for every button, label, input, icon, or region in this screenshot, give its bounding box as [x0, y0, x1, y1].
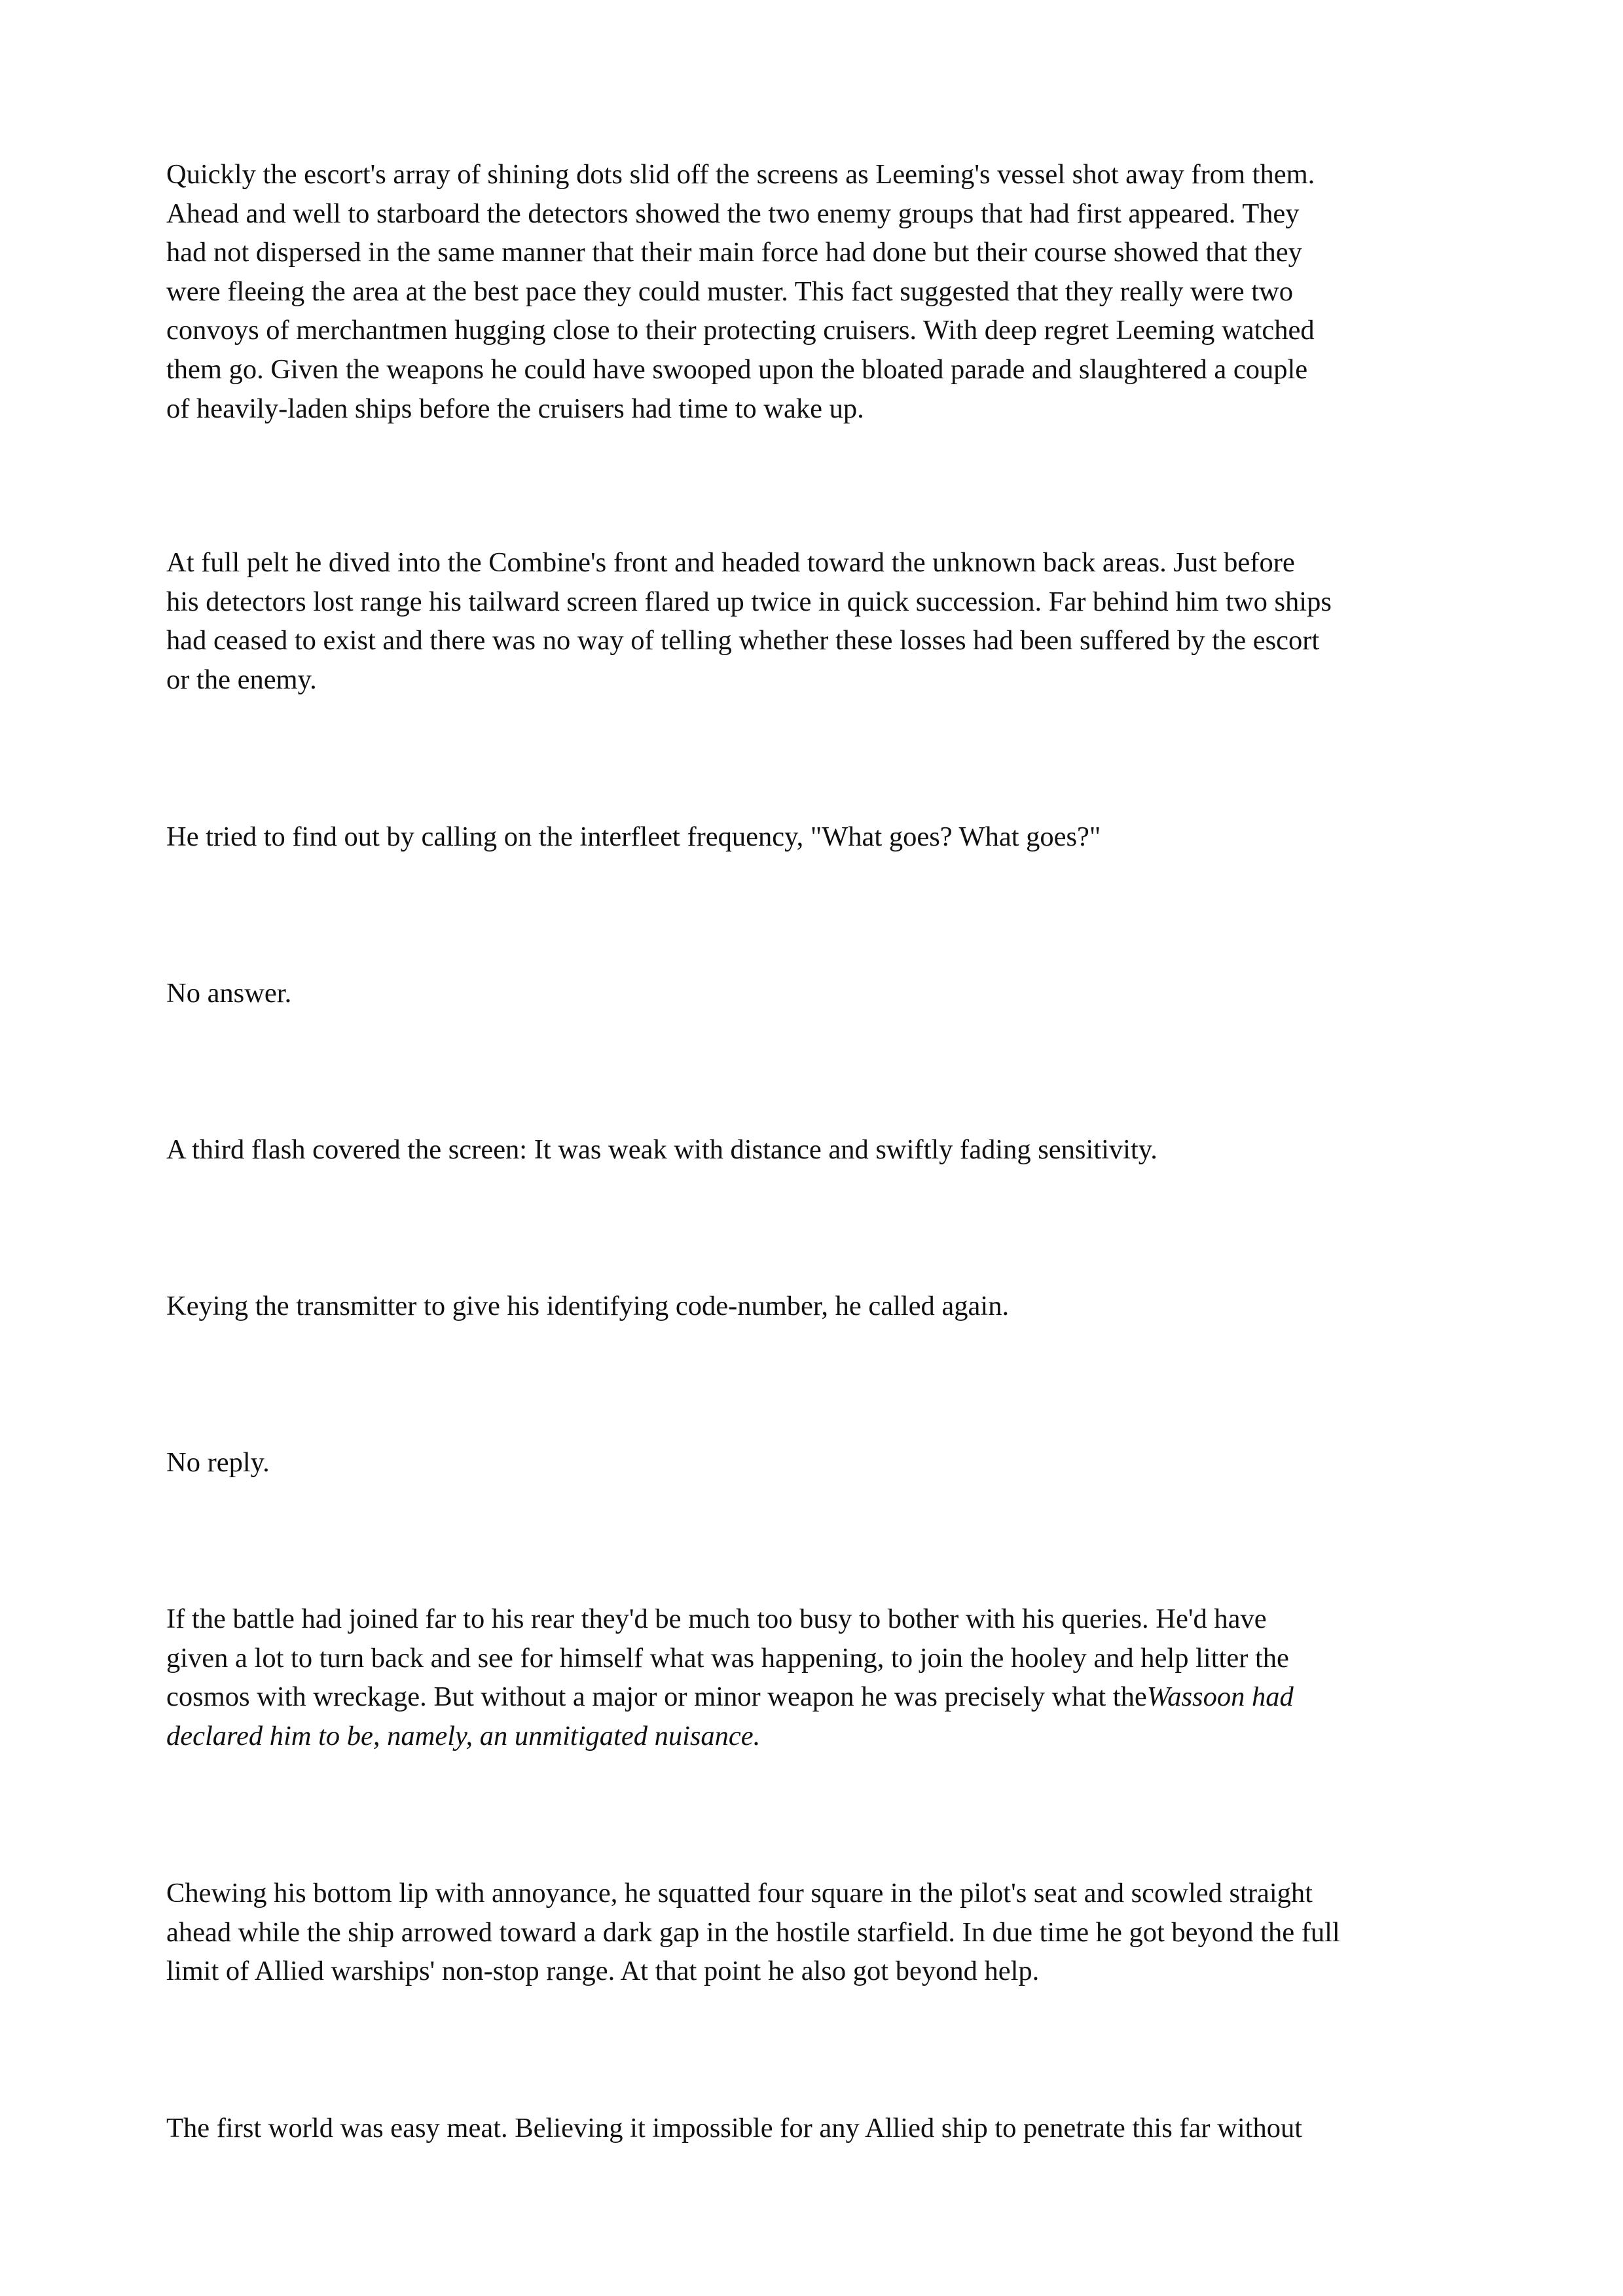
text-line: limit of Allied warships' non-stop range. At that point he also got beyond help.	[166, 1956, 1040, 1987]
text-line	[166, 1677, 1476, 1717]
italic-text: Wassoon had	[1146, 1681, 1294, 1713]
text-line: were fleeing the area at the best pace they could muster. This fact suggested that they really were two	[166, 276, 1293, 307]
paragraph-6	[166, 1287, 1476, 1326]
paragraph-1	[166, 155, 1476, 428]
paragraph-5	[166, 1130, 1476, 1170]
paragraph-9	[166, 1874, 1476, 1991]
text-line: or the enemy.	[166, 664, 317, 695]
text-line: Quickly the escort's array of shining dots slid off the screens as Leeming's vessel shot away from them.	[166, 159, 1315, 190]
text-line: He tried to find out by calling on the interfleet frequency, "What goes? What goes?"	[166, 821, 1101, 852]
text-line: had ceased to exist and there was no way of telling whether these losses had been suffered by the escort	[166, 625, 1320, 656]
paragraph-4	[166, 974, 1476, 1013]
text-line: Ahead and well to starboard the detectors showed the two enemy groups that had first appeared. They	[166, 198, 1300, 229]
text-line: them go. Given the weapons he could have swooped upon the bloated parade and slaughtered a couple	[166, 353, 1308, 385]
text-line: ahead while the ship arrowed toward a dark gap in the hostile starfield. In due time he got beyond the full	[166, 1916, 1340, 1948]
text-line: of heavily-laden ships before the cruisers had time to wake up.	[166, 393, 864, 424]
text-line: No reply.	[166, 1447, 270, 1478]
paragraph-8	[166, 1600, 1476, 1755]
text-line: given a lot to turn back and see for himself what was happening, to join the hooley and help litter the	[166, 1642, 1289, 1674]
paragraph-2	[166, 543, 1476, 699]
paragraph-3	[166, 817, 1476, 857]
text-line: At full pelt he dived into the Combine's front and headed toward the unknown back areas. Just before	[166, 547, 1295, 578]
text-line-roman: cosmos with wreckage. But without a major or minor weapon he was precisely what the	[166, 1681, 1147, 1713]
text-line: Chewing his bottom lip with annoyance, he squatted four square in the pilot's seat and scowled straight	[166, 1878, 1313, 1909]
paragraph-7	[166, 1443, 1476, 1482]
italic-text-line: declared him to be, namely, an unmitigated nuisance.	[166, 1720, 761, 1751]
text-line: A third flash covered the screen: It was weak with distance and swiftly fading sensitivity.	[166, 1134, 1158, 1165]
text-line: Keying the transmitter to give his identifying code-number, he called again.	[166, 1291, 1010, 1321]
text-line: his detectors lost range his tailward screen flared up twice in quick succession. Far behind him two ships	[166, 586, 1332, 617]
paragraph-10	[166, 2109, 1476, 2148]
text-line: If the battle had joined far to his rear they'd be much too busy to bother with his queries. He'd have	[166, 1604, 1267, 1634]
text-line: The first world was easy meat. Believing it impossible for any Allied ship to penetrate this far without	[166, 2113, 1303, 2144]
text-line: No answer.	[166, 978, 292, 1009]
text-line: had not dispersed in the same manner that their main force had done but their course showed that they	[166, 237, 1302, 268]
text-line: convoys of merchantmen hugging close to their protecting cruisers. With deep regret Leeming watched	[166, 315, 1315, 346]
